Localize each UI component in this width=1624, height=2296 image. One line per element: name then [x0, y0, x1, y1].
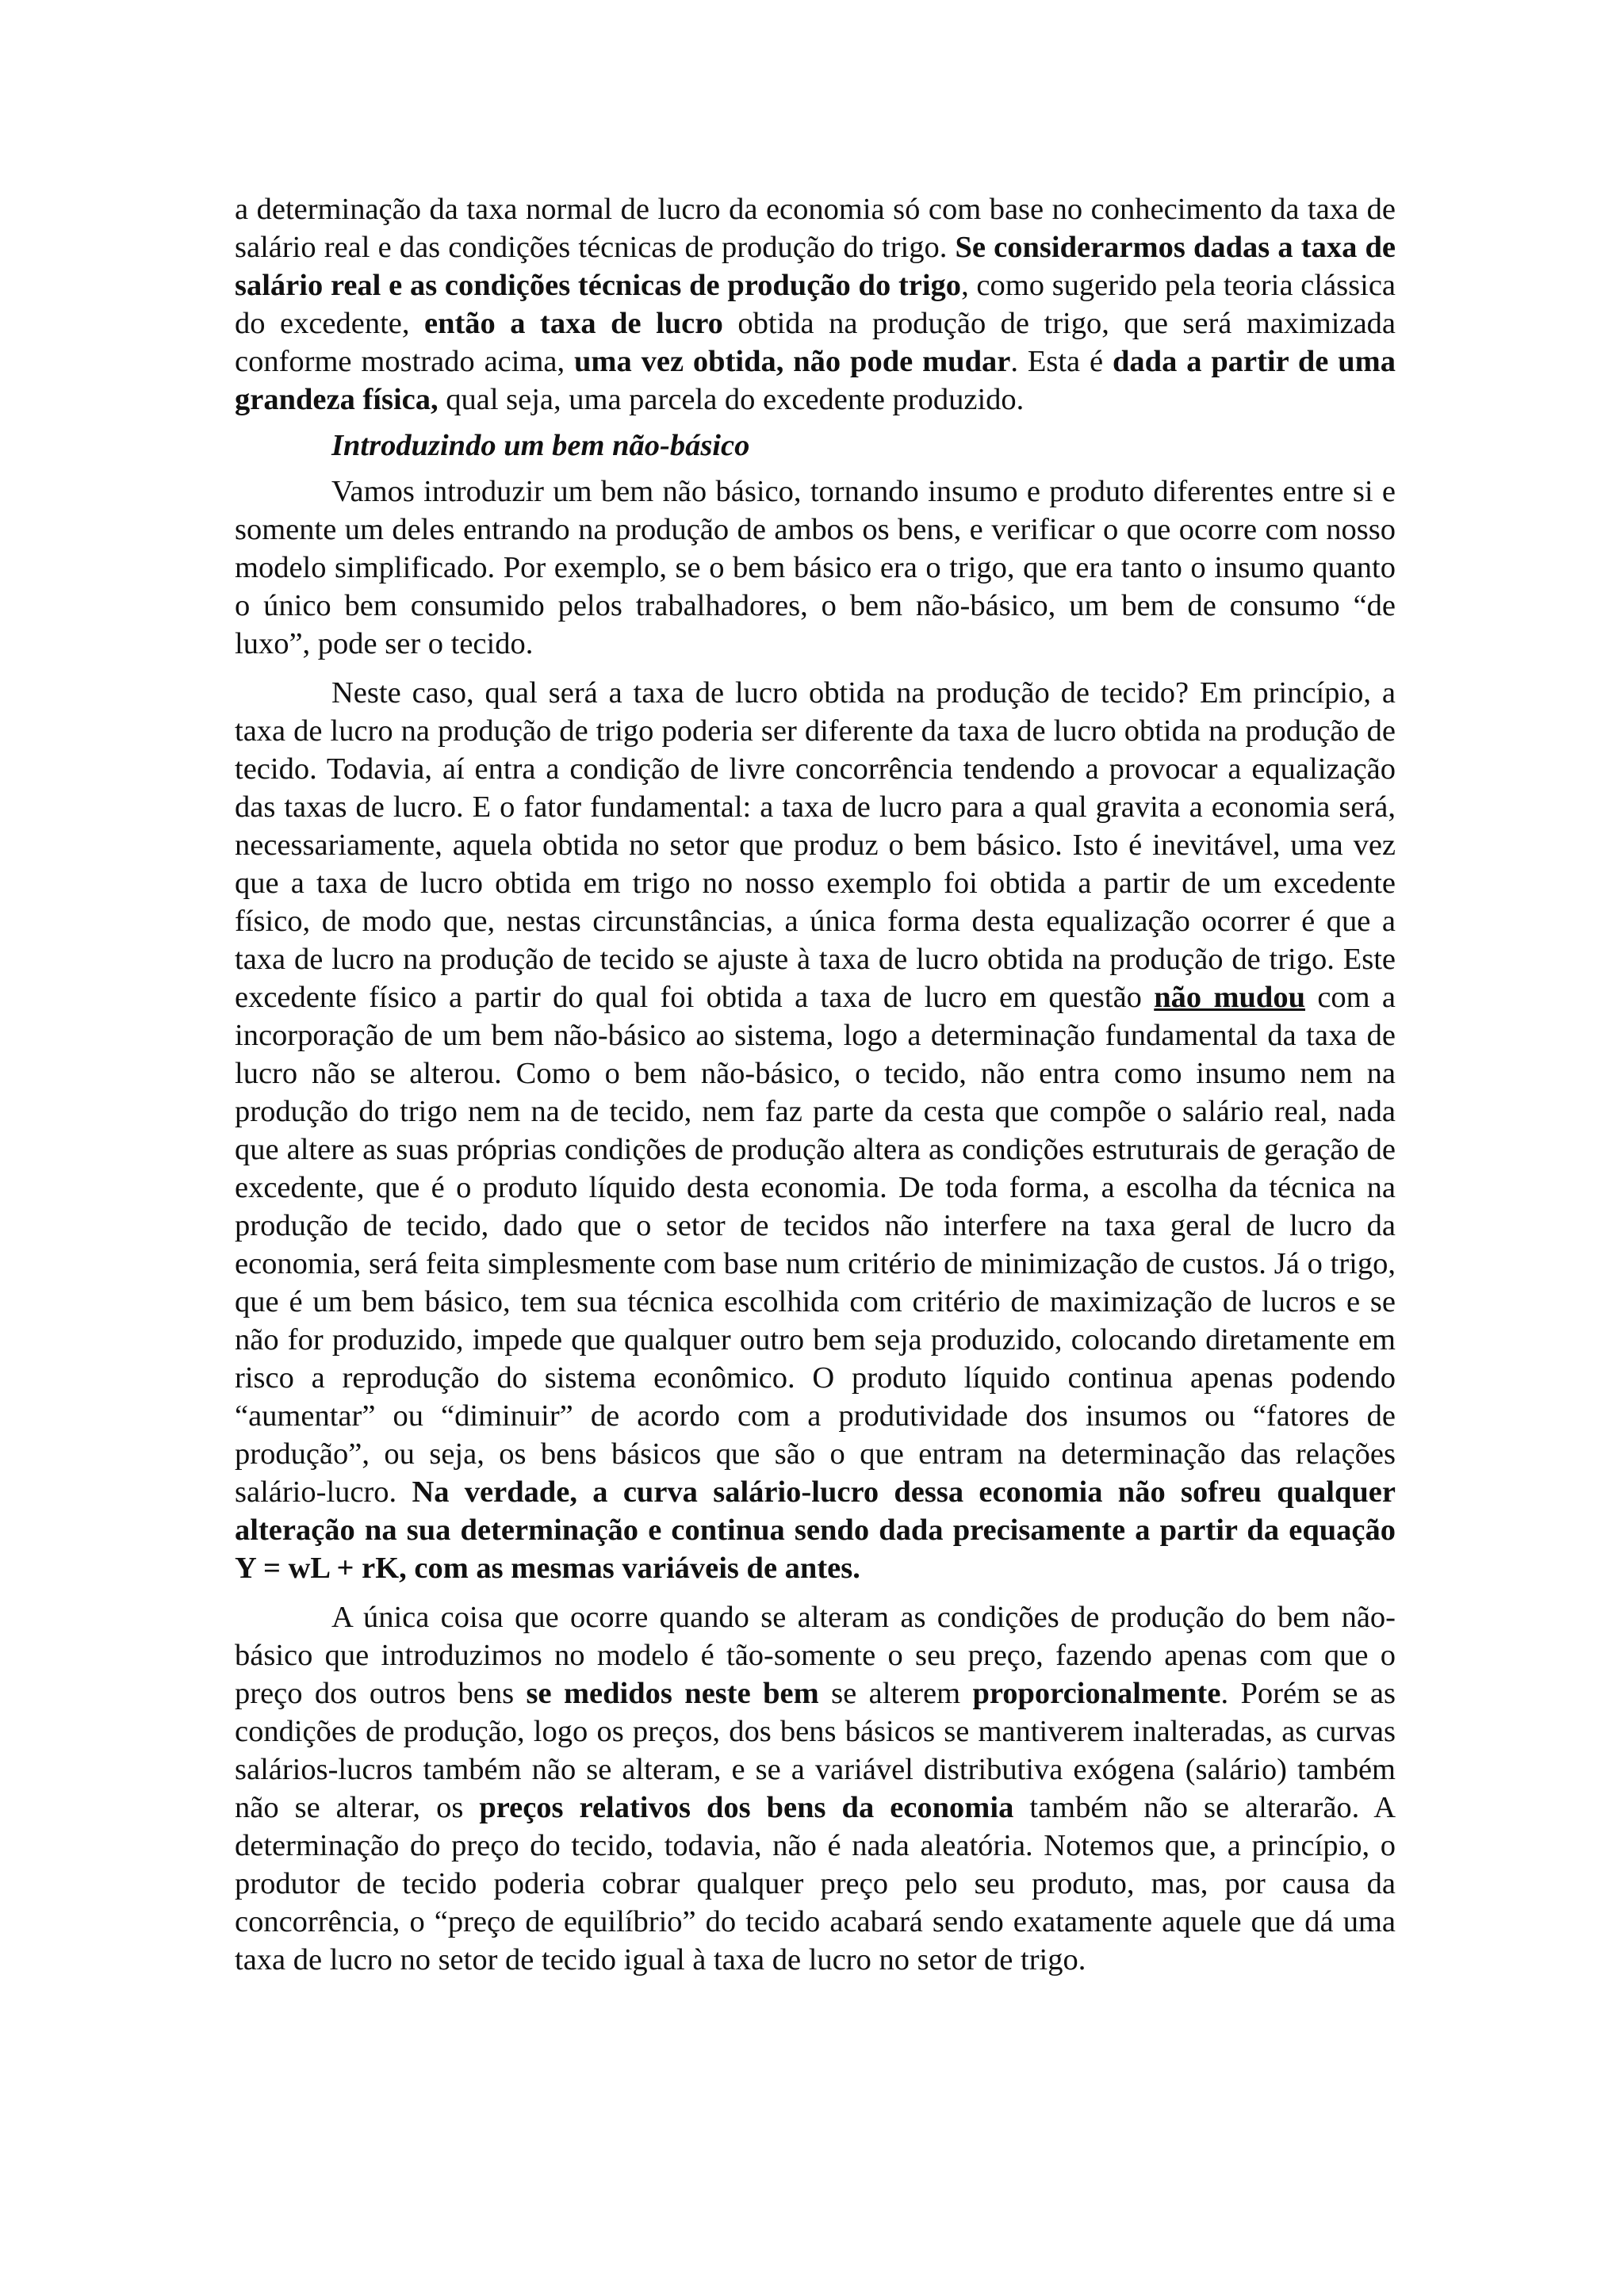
text-run: Vamos introduzir um bem não básico, tornando insumo e produto diferentes entre si e somente um deles entrando na produção de ambos os bens, e verificar o que ocorre com nosso modelo simplificado. Por exemplo, se o bem básico era o trigo, que era tanto o insumo quanto o único bem consumido pelos trabalhadores, o bem não-básico, um bem de consumo “de luxo”, pode ser o tecido. [235, 475, 1396, 660]
text-run: A única coisa que ocorre quando se alteram as condições de produção do bem não-básico que introduzimos no modelo é tão-somente o seu preço, fazendo apenas com que o preço dos outros bens [235, 1601, 1396, 1710]
text-run: , como sugerido pela teoria clássica do excedente, [235, 269, 1396, 340]
text-run: . Esta é [1010, 345, 1113, 378]
text-run: também não se alterarão. A determinação do preço do tecido, todavia, não é nada aleatória. Notemos que, a princípio, o produtor de tecido poderia cobrar qualquer preço pelo seu produto, mas, por causa da concorrência, o “preço de equilíbrio” do tecido acabará sendo exatamente aquele que dá uma taxa de lucro no setor de tecido igual à taxa de lucro no setor de trigo. [235, 1791, 1396, 1976]
paragraph-nonbasic-intro [235, 473, 1396, 663]
text-run: dada a partir de uma grandeza física, [235, 345, 1396, 416]
text-run: . Porém se as condições de produção, logo os preços, dos bens básicos se mantiverem inalteradas, as curvas salários-lucros também não se alteram, e se a variável distributiva exógena (salário) também não se alterar, os [235, 1677, 1396, 1824]
text-run: a determinação da taxa normal de lucro da economia só com base no conhecimento da taxa de salário real e das condições técnicas de produção do trigo. [235, 193, 1396, 264]
paragraph-intro [235, 190, 1396, 419]
text-run: se alterem [818, 1677, 973, 1710]
paragraph-profit-rate [235, 674, 1396, 1587]
text-run: Se considerarmos dadas a taxa de salário real e as condições técnicas de produção do trigo [235, 231, 1396, 302]
text-run: com a incorporação de um bem não-básico ao sistema, logo a determinação fundamental da taxa de lucro não se alterou. Como o bem não-básico, o tecido, não entra como insumo nem na produção do trigo nem na de tecido, nem faz parte da cesta que compõe o salário real, nada que altere as suas próprias condições de produção altera as condições estruturais de geração de excedente, que é o produto líquido desta economia. De toda forma, a escolha da técnica na produção de tecido, dado que o setor de tecidos não interfere na taxa geral de lucro da economia, será feita simplesmente com base num critério de minimização de custos. Já o trigo, que é um bem básico, tem sua técnica escolhida com critério de maximização de lucros e se não for produzido, impede que qualquer outro bem seja produzido, colocando diretamente em risco a reprodução do sistema econômico. O produto líquido continua apenas podendo “aumentar” ou “diminuir” de acordo com a produtividade dos insumos ou “fatores de produção”, ou seja, os bens básicos que são o que entram na determinação das relações salário-lucro. [235, 981, 1396, 1509]
text-run: uma vez obtida, não pode mudar [573, 345, 1011, 378]
document-body [235, 190, 1396, 1979]
text-run: proporcionalmente [972, 1677, 1221, 1710]
text-run: preços relativos dos bens da economia [479, 1791, 1014, 1824]
text-run: obtida na produção de trigo, que será maximizada conforme mostrado acima, [235, 307, 1396, 378]
text-run: Introduzindo um bem não-básico [331, 429, 750, 462]
paragraph-price-determination [235, 1598, 1396, 1979]
text-run: se medidos neste bem [526, 1677, 819, 1710]
section-heading [235, 427, 1396, 465]
text-run: Neste caso, qual será a taxa de lucro obtida na produção de tecido? Em princípio, a taxa de lucro na produção de trigo poderia ser diferente da taxa de lucro obtida na produção de tecido. Todavia, aí entra a condição de livre concorrência tendendo a provocar a equalização das taxas de lucro. E o fator fundamental: a taxa de lucro para a qual gravita a economia será, necessariamente, aquela obtida no setor que produz o bem básico. Isto é inevitável, uma vez que a taxa de lucro obtida em trigo no nosso exemplo foi obtida a partir de um excedente físico, de modo que, nestas circunstâncias, a única forma desta equalização ocorrer é que a taxa de lucro na produção de tecido se ajuste à taxa de lucro obtida na produção de trigo. Este excedente físico a partir do qual foi obtida a taxa de lucro em questão [235, 676, 1396, 1014]
text-run: qual seja, uma parcela do excedente produzido. [438, 383, 1025, 416]
text-run: Na verdade, a curva salário-lucro dessa economia não sofreu qualquer alteração na sua determinação e continua sendo dada precisamente a partir da equação Y = wL + rK, com as mesmas variáveis de antes. [235, 1475, 1396, 1585]
text-run: então a taxa de lucro [423, 307, 723, 340]
text-run: não mudou [1154, 981, 1306, 1014]
